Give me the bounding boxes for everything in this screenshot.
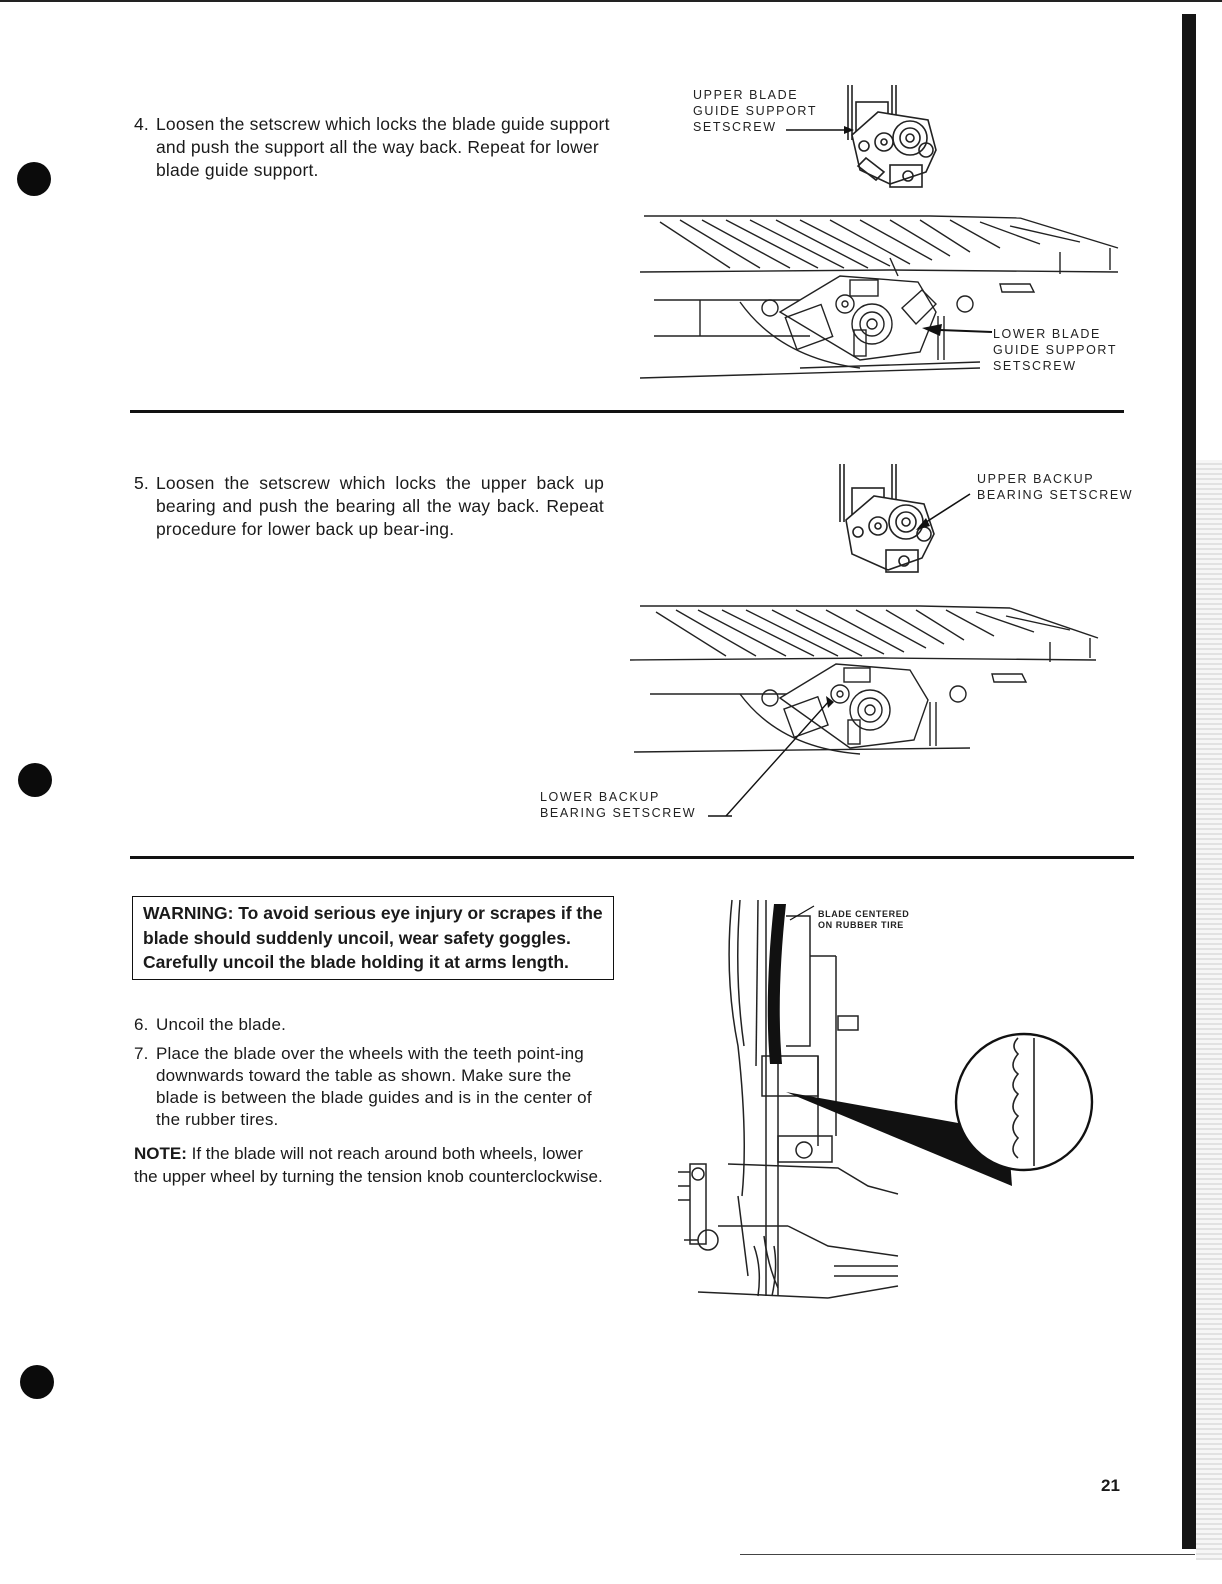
step-number: 6. <box>134 1015 149 1034</box>
step-text: Loosen the setscrew which locks the blade guide support and push the support all the way back. Repeat for lower blade guide support. <box>156 114 610 180</box>
step-7 <box>134 1043 614 1131</box>
lower-backup-callout <box>540 789 696 821</box>
binder-hole <box>18 763 52 797</box>
callout-line: ON RUBBER TIRE <box>818 920 904 930</box>
callout-line: SETSCREW <box>993 359 1077 373</box>
note-text: If the blade will not reach around both wheels, lower the upper wheel by turning the tension knob counterclockwise. <box>134 1144 603 1186</box>
note <box>134 1142 610 1188</box>
lower-backup-bearing-figure <box>630 602 1100 770</box>
callout-line: BEARING SETSCREW <box>977 488 1134 502</box>
page-edge-shadow <box>1182 14 1196 1549</box>
callout-line: UPPER BLADE <box>693 88 799 102</box>
step-number: 7. <box>134 1044 149 1063</box>
step-5 <box>134 472 604 541</box>
binder-hole <box>17 162 51 196</box>
step-number: 5. <box>134 473 149 493</box>
blade-on-wheel-figure <box>678 896 1098 1312</box>
callout-line: SETSCREW <box>693 120 777 134</box>
note-label: NOTE: <box>134 1144 187 1163</box>
step-text: Place the blade over the wheels with the teeth point-ing downwards toward the table as shown. Make sure the blade is between the blade guides and is in the center of the rubber tires. <box>156 1044 592 1129</box>
callout-line: LOWER BACKUP <box>540 790 660 804</box>
upper-blade-guide-figure <box>830 80 940 195</box>
callout-line: BEARING SETSCREW <box>540 806 697 820</box>
lower-backup-leader <box>706 812 736 820</box>
blade-centered-callout <box>818 909 909 931</box>
lower-blade-guide-callout <box>993 326 1117 374</box>
step-number: 4. <box>134 114 149 134</box>
callout-line: GUIDE SUPPORT <box>693 104 818 118</box>
bottom-edge-line <box>740 1554 1195 1555</box>
step-4 <box>134 113 614 182</box>
callout-line: LOWER BLADE <box>993 327 1101 341</box>
callout-line: BLADE CENTERED <box>818 909 910 919</box>
warning-box: WARNING: To avoid serious eye injury or scrapes if the blade should suddenly uncoil, wear safety goggles. Carefully uncoil the blade holding it at arms length. <box>132 896 614 980</box>
section-divider <box>130 410 1124 413</box>
callout-line: UPPER BACKUP <box>977 472 1095 486</box>
upper-backup-callout <box>977 471 1133 503</box>
section-divider <box>130 856 1134 859</box>
step-text: Loosen the setscrew which locks the upper back up bearing and push the bearing all the way back. Repeat procedure for lower back up bear-ing. <box>156 473 604 539</box>
page-edge-texture <box>1196 460 1222 1560</box>
upper-backup-bearing-figure <box>830 462 980 580</box>
page-number: 21 <box>1101 1476 1120 1495</box>
step-6 <box>134 1013 614 1036</box>
step-text: Uncoil the blade. <box>156 1015 287 1034</box>
top-border <box>0 0 1222 2</box>
callout-line: GUIDE SUPPORT <box>993 343 1118 357</box>
upper-blade-guide-leader <box>786 125 856 137</box>
binder-hole <box>20 1365 54 1399</box>
